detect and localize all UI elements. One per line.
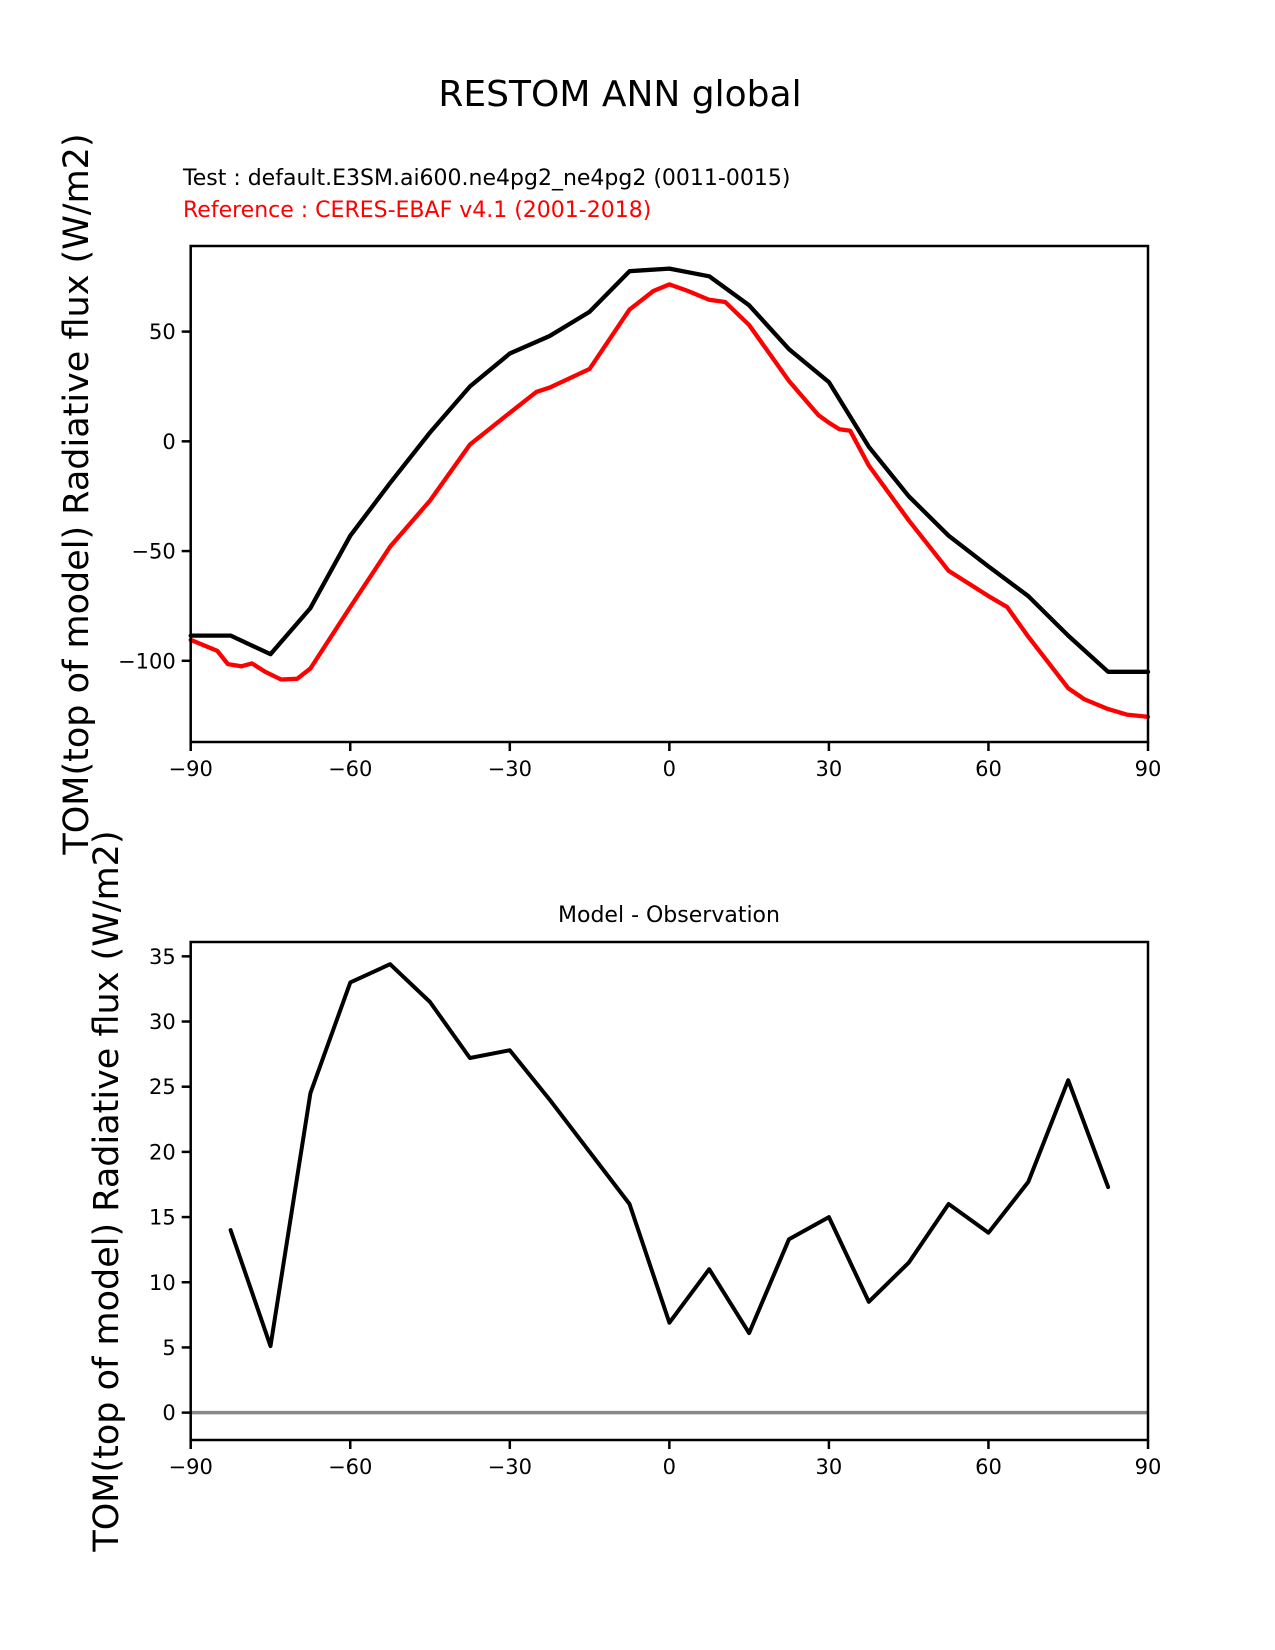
- y-tick-label: −100: [118, 649, 176, 674]
- y-tick-label: 15: [148, 1205, 176, 1230]
- x-tick-label: −90: [168, 757, 213, 781]
- page-title: RESTOM ANN global: [438, 74, 802, 115]
- plot-frame: [191, 942, 1148, 1440]
- y-tick-label: 0: [162, 1401, 176, 1426]
- x-tick-label: 30: [815, 1455, 843, 1479]
- x-tick-label: 60: [975, 757, 1002, 781]
- x-tick-label: −60: [328, 757, 373, 781]
- y-tick-label: 20: [148, 1140, 176, 1165]
- y-tick-label: −50: [131, 539, 176, 564]
- bottom-plot-title: Model - Observation: [558, 903, 780, 928]
- series-model-minus-observation-line: [231, 964, 1109, 1346]
- y-tick-label: 30: [148, 1010, 176, 1035]
- y-tick-label: 0: [162, 429, 176, 454]
- x-tick-label: 90: [1134, 1455, 1162, 1479]
- x-tick-label: −30: [487, 757, 532, 781]
- top-plot-ylabel: TOM(top of model) Radiative flux (W/m2): [57, 133, 97, 855]
- x-tick-label: 90: [1134, 757, 1162, 781]
- plot-frame: [191, 246, 1148, 742]
- bottom-plot-ylabel: TOM(top of model) Radiative flux (W/m2): [87, 830, 127, 1552]
- x-tick-label: −30: [487, 1455, 532, 1479]
- x-tick-label: −90: [168, 1455, 213, 1479]
- x-tick-label: −60: [328, 1455, 373, 1479]
- y-tick-label: 10: [148, 1270, 176, 1295]
- series-reference-line: [191, 284, 1148, 716]
- x-tick-label: 60: [975, 1455, 1002, 1479]
- x-tick-label: 30: [815, 757, 843, 781]
- y-tick-label: 5: [162, 1335, 176, 1360]
- y-tick-label: 50: [148, 320, 176, 345]
- bottom-plot-canvas: [80, 926, 1170, 1526]
- subtitle-reference: Reference : CERES-EBAF v4.1 (2001-2018): [183, 198, 652, 223]
- y-tick-label: 25: [148, 1075, 176, 1100]
- subtitle-test: Test : default.E3SM.ai600.ne4pg2_ne4pg2 (0011-0015): [183, 166, 791, 191]
- x-tick-label: 0: [662, 1455, 677, 1479]
- series-test-line: [191, 269, 1148, 672]
- top-plot-canvas: [80, 230, 1170, 820]
- y-tick-label: 35: [148, 944, 176, 969]
- x-tick-label: 0: [662, 757, 677, 781]
